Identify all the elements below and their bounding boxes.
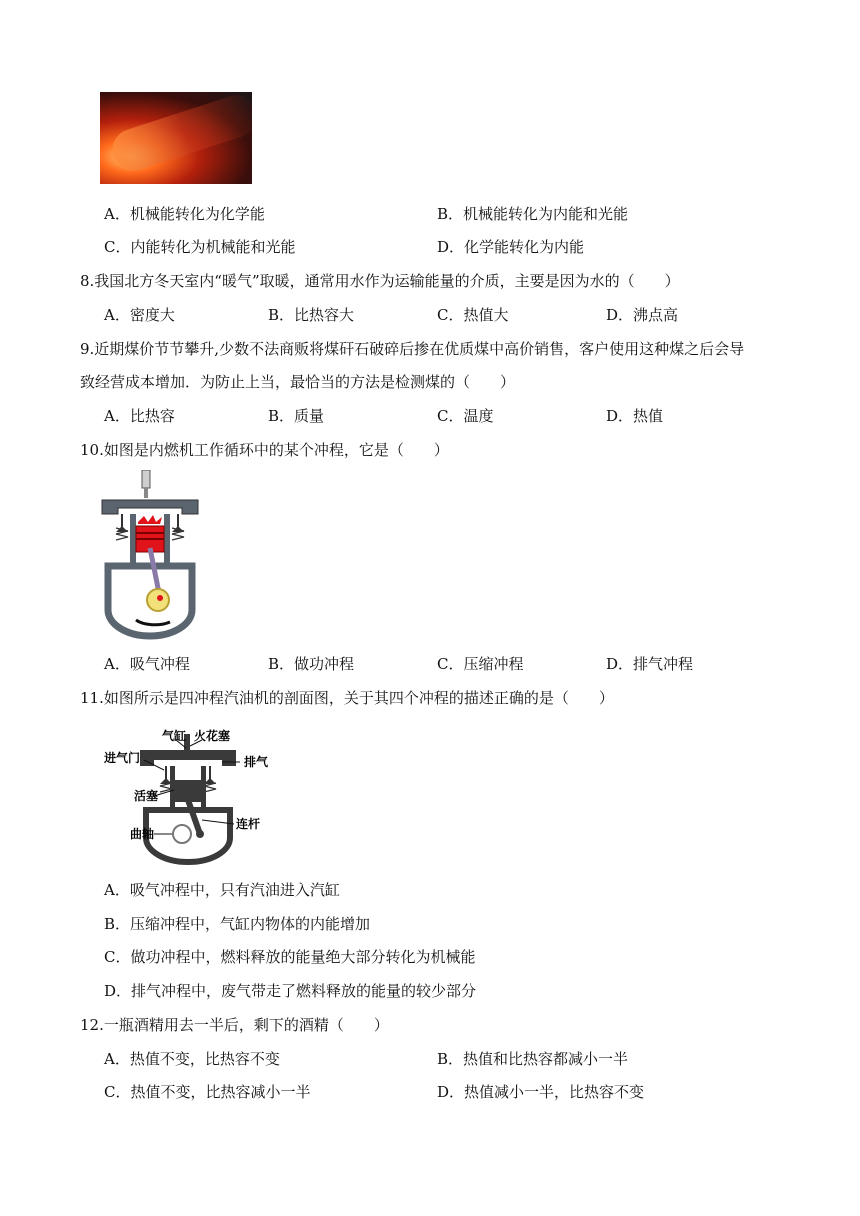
q9-stem-line1: 9.近期煤价节节攀升,少数不法商贩将煤矸石破碎后掺在优质煤中高价销售，客户使用这种煤之后会导 [80, 340, 745, 358]
q12-stem: 12.一瓶酒精用去一半后，剩下的酒精（ ） [80, 1016, 389, 1034]
q9-option-a: A．比热容 [104, 407, 175, 425]
q8-option-a: A．密度大 [104, 306, 175, 324]
label-exhaust: 排气 [244, 755, 269, 769]
label-crankshaft: 曲轴 [130, 827, 155, 841]
q11-option-d: D．排气冲程中，废气带走了燃料释放的能量的较少部分 [104, 982, 477, 1000]
q12-option-a: A．热值不变，比热容不变 [104, 1050, 280, 1068]
gasoline-engine-cross-section [104, 726, 284, 868]
q12-option-c: C．热值不变，比热容减小一半 [104, 1083, 311, 1101]
q9-option-c: C．温度 [437, 407, 494, 425]
q7-option-a: A．机械能转化为化学能 [104, 205, 265, 223]
q10-option-c: C．压缩冲程 [437, 655, 524, 673]
q10-option-b: B．做功冲程 [268, 655, 355, 673]
q9-stem-line2: 致经营成本增加．为防止上当，最恰当的方法是检测煤的（ ） [80, 373, 516, 391]
label-spark-plug: 火花塞 [194, 729, 231, 743]
q11-option-b: B．压缩冲程中，气缸内物体的内能增加 [104, 915, 371, 933]
q10-stem: 10.如图是内燃机工作循环中的某个冲程，它是（ ） [80, 441, 449, 459]
label-piston: 活塞 [134, 789, 159, 803]
q8-stem: 8.我国北方冬天室内“暖气”取暖，通常用水作为运输能量的介质，主要是因为水的（ ） [80, 272, 680, 290]
q8-option-d: D．沸点高 [606, 306, 679, 324]
q12-option-d: D．热值减小一半，比热容不变 [437, 1083, 645, 1101]
q7-option-d: D．化学能转化为内能 [437, 238, 585, 256]
label-intake-valve: 进气门 [104, 751, 141, 765]
q10-option-d: D．排气冲程 [606, 655, 694, 673]
q10-option-a: A．吸气冲程 [104, 655, 190, 673]
q12-option-b: B．热值和比热容都减小一半 [437, 1050, 629, 1068]
q8-option-b: B．比热容大 [268, 306, 355, 324]
q7-option-c: C．内能转化为机械能和光能 [104, 238, 296, 256]
label-connecting-rod: 连杆 [236, 817, 261, 831]
q9-option-d: D．热值 [606, 407, 664, 425]
q7-option-b: B．机械能转化为内能和光能 [437, 205, 629, 223]
q9-option-b: B．质量 [268, 407, 325, 425]
q8-option-c: C．热值大 [437, 306, 509, 324]
meteor-image [100, 92, 252, 184]
q11-stem: 11.如图所示是四冲程汽油机的剖面图，关于其四个冲程的描述正确的是（ ） [80, 689, 614, 707]
label-cylinder: 气缸 [162, 729, 187, 743]
q11-option-c: C．做功冲程中，燃料释放的能量绝大部分转化为机械能 [104, 948, 476, 966]
q11-option-a: A．吸气冲程中，只有汽油进入汽缸 [104, 881, 340, 899]
engine-stroke-diagram [98, 470, 203, 640]
